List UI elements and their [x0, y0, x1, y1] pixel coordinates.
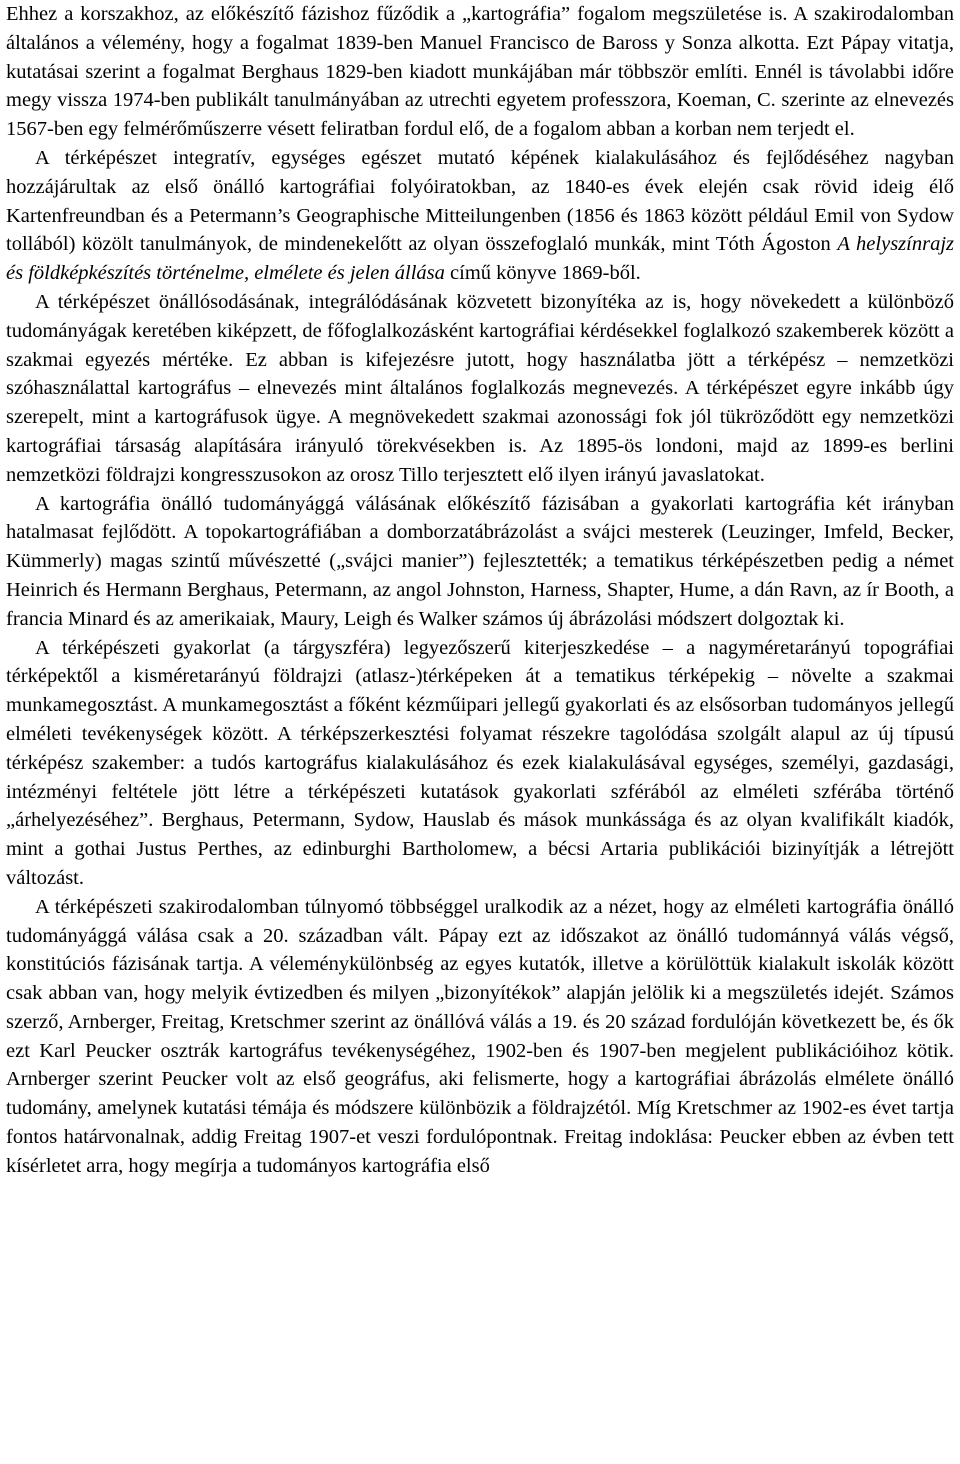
paragraph-text: A térképészeti szakirodalomban túlnyomó többséggel uralkodik az a nézet, hogy az elméleti kartográfia önálló tudományággá válása csak a 20. században vált. Pápay ezt az időszakot az önálló tudománnyá válás végső, konstitúciós fázisának tartja. A véleménykülönbség az egyes kutatók, illetve a körülöttük kialakult iskolák között csak abban van, hogy melyik évtizedben és milyen „bizonyítékok” alapján jelölik ki a megszületés idejét. Számos szerző, Arnberger, Freitag, Kretschmer szerint az önállóvá válás a 19. és 20 század fordulóján következett be, és ők ezt Karl Peucker osztrák kartográfus tevékenységéhez, 1902-ben és 1907-ben megjelent publikációihoz kötik. Arnberger szerint Peucker volt az első geográfus, aki felismerte, hogy a kartográfiai ábrázolás elmélete önálló tudomány, amelynek kutatási témája és módszere különbözik a földrajzétól. Míg Kretschmer az 1902-es évet tartja fontos határvonalnak, addig Freitag 1907-et veszi fordulópontnak. Freitag indoklása: Peucker ebben az évben tett kísérletet arra, hogy megírja a tudományos kartográfia első	[6, 895, 954, 1177]
book-title-italic: A helyszínrajz és földképkészítés történelme, elmélete és jelen állása	[6, 233, 954, 285]
document-body	[6, 0, 954, 1181]
paragraph-p4	[6, 490, 954, 634]
paragraph-p1	[6, 0, 954, 144]
paragraph-p5	[6, 634, 954, 893]
paragraph-p2	[6, 144, 954, 288]
paragraph-text: A térképészeti gyakorlat (a tárgyszféra) legyezőszerű kiterjeszkedése – a nagyméretarányú topográfiai térképektől a kisméretarányú földrajzi (atlasz-)térképeken át a tematikus térképekig – növelte a szakmai munkamegosztást. A munkamegosztást a főként kézműipari jellegű gyakorlati és az elsősorban tudományos jellegű elméleti tevékenységek között. A térképszerkesztési folyamat részekre tagolódása szolgált alapul az új típusú térképész szakember: a tudós kartográfus kialakulásához és ezek kialakulásával egységes, személyi, gazdasági, intézményi feltétele jött létre a térképészeti kutatások gyakorlati szférából az elméleti szférába történő „árhelyezéséhez”. Berghaus, Petermann, Sydow, Hauslab és mások munkássága és az olyan kvalifikált kiadók, mint a gothai Justus Perthes, az edinburghi Bartholomew, a bécsi Artaria publikációi bizinyítják a létrejött változást.	[6, 636, 954, 889]
paragraph-text: Ehhez a korszakhoz, az előkészítő fázishoz fűződik a „kartográfia” fogalom megszületése is. A szakirodalomban általános a vélemény, hogy a fogalmat 1839-ben Manuel Francisco de Baross y Sonza alkotta. Ezt Pápay vitatja, kutatásai szerint a fogalmat Berghaus 1829-ben kiadott munkájában már többször említi. Ennél is távolabbi időre megy vissza 1974-ben publikált tanulmányában az utrechti egyetem professzora, Koeman, C. szerinte az elnevezés 1567-ben egy felmérőműszerre vésett feliratban fordul elő, de a fogalom abban a korban nem terjedt el.	[6, 3, 954, 141]
paragraph-text: A kartográfia önálló tudományággá válásának előkészítő fázisában a gyakorlati kartográfia két irányban hatalmasat fejlődött. A topokartográfiában a domborzatábrázolást a svájci mesterek (Leuzinger, Imfeld, Becker, Kümmerly) magas szintű művészetté („svájci manier”) fejlesztették; a tematikus térképészetben pedig a német Heinrich és Hermann Berghaus, Petermann, az angol Johnston, Harness, Shapter, Hume, a dán Ravn, az ír Booth, a francia Minard és az amerikaiak, Maury, Leigh és Walker számos új ábrázolási módszert dolgoztak ki.	[6, 492, 954, 630]
paragraph-text: A térképészet integratív, egységes egészet mutató képének kialakulásához és fejlődéséhez nagyban hozzájárultak az első önálló kartográfiai folyóiratokban, az 1840-es évek elején csak rövid ideig élő Kartenfreundban és a Petermann’s Geographische Mitteilungenben (1856 és 1863 között például Emil von Sydow tollából) közölt tanulmányok, de mindenekelőtt az olyan összefoglaló munkák, mint Tóth Ágoston	[6, 146, 954, 256]
paragraph-p6	[6, 893, 954, 1181]
paragraph-p3	[6, 288, 954, 490]
paragraph-text: A térképészet önállósodásának, integrálódásának közvetett bizonyítéka az is, hogy növekedett a különböző tudományágak keretében kiképzett, de főfoglalkozásként kartográfiai kérdésekkel foglalkozó szakemberek között a szakmai egyezés mértéke. Ez abban is kifejezésre jutott, hogy használatba jött a térképész – nemzetközi szóhasználattal kartográfus – elnevezés mint általános foglalkozás megnevezés. A térképészet egyre inkább úgy szerepelt, mint a kartográfusok ügye. A megnövekedett szakmai azonossági fok jól tükröződött egy nemzetközi kartográfiai társaság alapítására irányuló törekvésekben is. Az 1895-ös londoni, majd az 1899-es berlini nemzetközi földrajzi kongresszusokon az orosz Tillo terjesztett elő ilyen irányú javaslatokat.	[6, 290, 954, 486]
paragraph-text: című könyve 1869-ből.	[444, 262, 641, 285]
